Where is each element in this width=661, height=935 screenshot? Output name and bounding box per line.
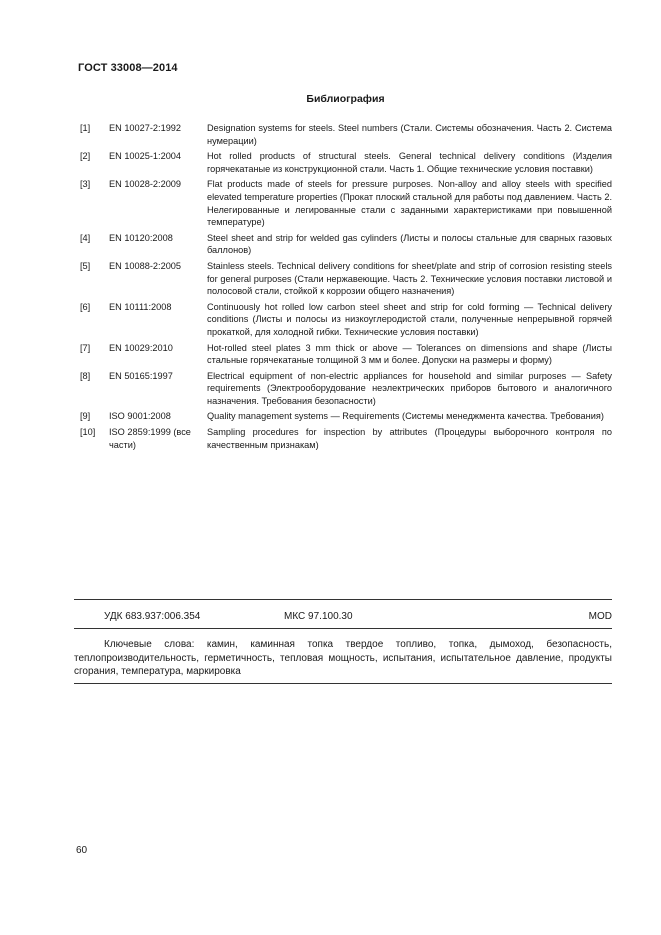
- entry-code: EN 10029:2010: [109, 342, 173, 353]
- entry-code: EN 10111:2008: [109, 301, 172, 312]
- page-number: 60: [76, 845, 88, 856]
- bibliography-entry: [80, 370, 612, 408]
- bibliography-list: [80, 122, 612, 454]
- entry-code: EN 50165:1997: [109, 370, 173, 381]
- entry-code: ISO 9001:2008: [109, 411, 171, 422]
- entry-number: [10]: [80, 427, 96, 438]
- entry-number: [6]: [80, 301, 91, 312]
- bibliography-entry: [80, 410, 612, 423]
- classification-rule: [74, 628, 612, 629]
- entry-code: EN 10027-2:1992: [109, 123, 182, 133]
- bibliography-entry: [80, 426, 612, 451]
- entry-number: [2]: [80, 151, 91, 162]
- udk-code: УДК 683.937:006.354: [104, 611, 201, 622]
- bibliography-entry: [80, 150, 612, 175]
- entry-description: Hot rolled products of structural steels. General technical delivery conditions (Изделия горячекатаные из конструкционной стали. Часть 1. Общие технические условия поставки): [207, 151, 612, 174]
- entry-description: Flat products made of steels for pressure purposes. Non-alloy and alloy steels with specified elevated temperature properties (Прокат плоский стальной для работы под давлением. Часть 2. Нелегированные и легированные стали с заданными характеристиками при повышенной температуре): [207, 179, 612, 228]
- entry-description: Stainless steels. Technical delivery conditions for sheet/plate and strip of corrosion resisting steels for general purposes (Стали нержавеющие. Часть 2. Технические условия поставки листовой и полосовой стали, стойкой к коррозии общего назначения): [207, 260, 612, 297]
- mks-code: МКС 97.100.30: [284, 611, 353, 622]
- entry-description: Quality management systems — Requirements (Системы менеджмента качества. Требования): [207, 411, 604, 422]
- entry-number: [5]: [80, 260, 91, 271]
- bibliography-entry: [80, 301, 612, 339]
- entry-code: EN 10088-2:2005: [109, 260, 182, 271]
- entry-code: EN 10028-2:2009: [109, 179, 182, 190]
- footer-top-rule: [74, 599, 612, 600]
- entry-number: [9]: [80, 411, 91, 422]
- entry-description: Hot-rolled steel plates 3 mm thick or above — Tolerances on dimensions and shape (Листы стальные горячекатаные толщиной 3 мм и более. Допуски на размеры и форму): [207, 342, 612, 366]
- entry-description: Electrical equipment of non-electric appliances for household and similar purposes — Safety requirements (Электрооборудование неэлектрических приборов бытового и аналогичного назначения. Требования безопасности): [207, 370, 612, 406]
- bibliography-entry: [80, 178, 612, 228]
- keywords-paragraph: Ключевые слова: камин, каминная топка твердое топливо, топка, дымоход, безопасность, теплопроизводительность, герметичность, тепловая мощность, испытания, испытательное давление, продукты сгорания, температура, маркировка: [74, 639, 612, 677]
- footer-bottom-rule: [74, 683, 612, 684]
- entry-code: EN 10120:2008: [109, 232, 173, 243]
- entry-code: EN 10025-1:2004: [109, 151, 182, 162]
- entry-description: Designation systems for steels. Steel numbers (Стали. Системы обозначения. Часть 2. Система нумерации): [207, 123, 612, 146]
- entry-code: ISO 2859:1999 (все части): [109, 427, 191, 450]
- entry-description: Continuously hot rolled low carbon steel sheet and strip for cold forming — Technical delivery conditions (Листы и полосы из низкоуглеродистой стали, полученные непрерывной горячей прокаткой, для холодной гибки. Технические условия поставки): [207, 301, 612, 337]
- mod-label: MOD: [588, 611, 612, 622]
- standard-header: ГОСТ 33008—2014: [78, 62, 178, 74]
- entry-description: Steel sheet and strip for welded gas cylinders (Листы и полосы стальные для сварных газовых баллонов): [207, 232, 612, 256]
- bibliography-entry: [80, 342, 612, 367]
- entry-number: [8]: [80, 370, 91, 381]
- entry-number: [1]: [80, 123, 91, 133]
- entry-number: [4]: [80, 232, 91, 243]
- entry-description: Sampling procedures for inspection by attributes (Процедуры выборочного контроля по качественным признакам): [207, 427, 612, 450]
- bibliography-entry: [80, 260, 612, 298]
- entry-number: [7]: [80, 342, 91, 353]
- bibliography-entry: [80, 122, 612, 147]
- bibliography-title: Библиография: [306, 93, 385, 105]
- bibliography-entry: [80, 232, 612, 257]
- entry-number: [3]: [80, 179, 91, 190]
